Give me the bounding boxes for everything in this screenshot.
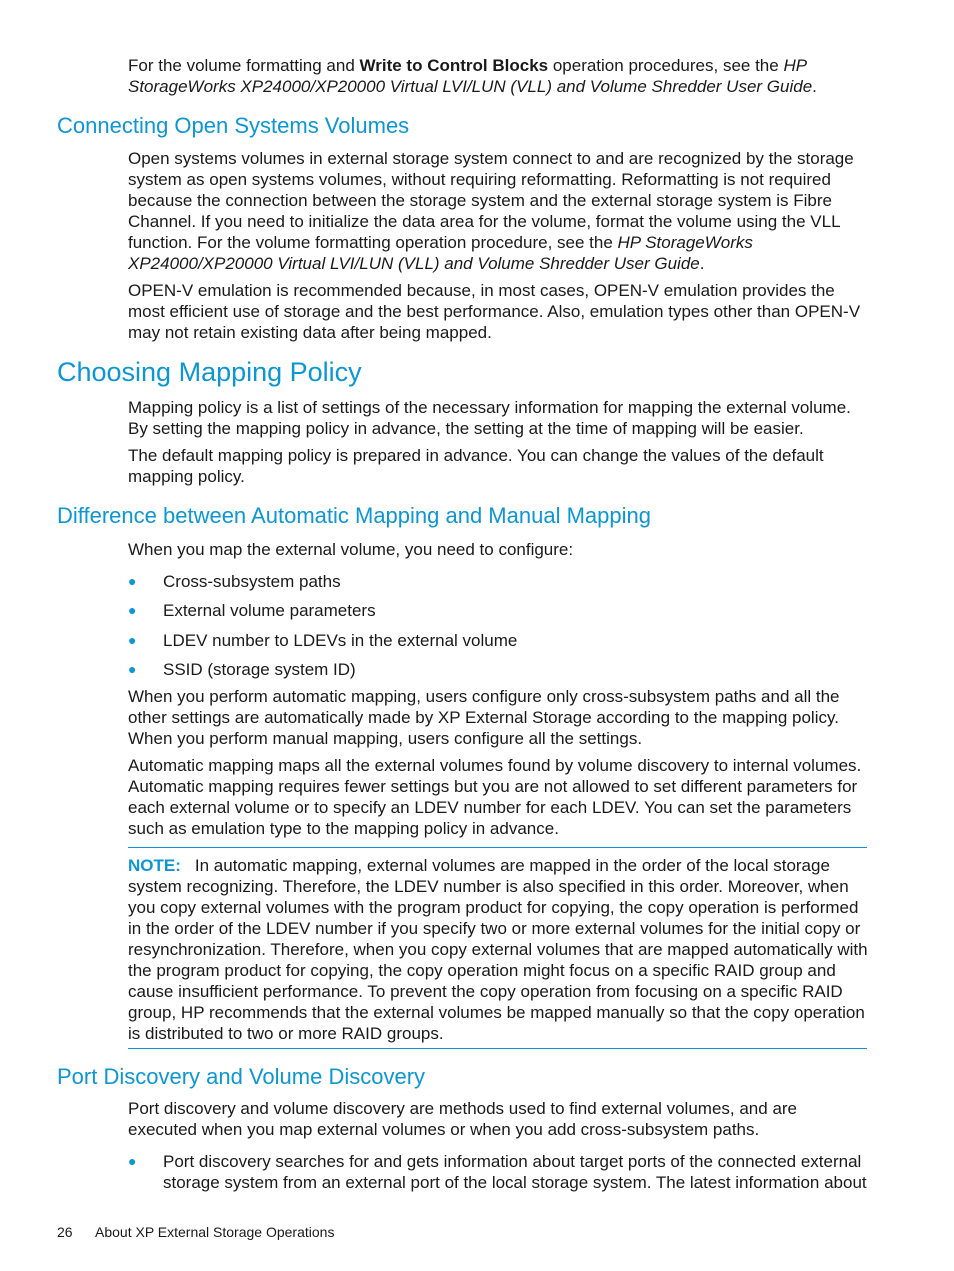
note-text: In automatic mapping, external volumes are mapped in the order of the local storage system recognizing. Therefore, the LDEV number is also specified in this order. Moreover, when you copy external volumes with the program product for copying, the copy operation is performed in the order of the LDEV number if you specify two or more external volumes for the initial copy or resynchronization. Therefore, when you copy external volumes that are mapped automatically with the program product for copying, the copy operation might focus on a specific RAID group and cause insufficient performance. To prevent the copy operation from focusing on a specific RAID group, HP recommends that the external volumes be mapped manually so that the copy operation is distributed to two or more RAID groups. — [128, 856, 868, 1043]
bullet-icon: ● — [128, 661, 137, 677]
list-item-text: Port discovery searches for and gets information about target ports of the connected external storage system from an external port of the local storage system. The latest information about — [163, 1152, 867, 1192]
open-systems-paragraph-1 — [128, 148, 868, 274]
intro-text-before: For the volume formatting and — [128, 56, 360, 75]
open-systems-paragraph-2: OPEN-V emulation is recommended because, in most cases, OPEN-V emulation provides the most efficient use of storage and the best performance. Also, emulation types other than OPEN-V may not retain existing data after being mapped. — [128, 281, 861, 342]
list-item-text: Cross-subsystem paths — [163, 572, 341, 591]
page-number: 26 — [57, 1224, 73, 1240]
intro-text-middle: operation procedures, see the — [548, 56, 784, 75]
list-item — [128, 571, 868, 592]
intro-bold-term: Write to Control Blocks — [359, 56, 549, 75]
list-item — [128, 630, 868, 651]
list-item-text: LDEV number to LDEVs in the external volume — [163, 631, 518, 650]
list-item — [128, 600, 868, 621]
list-item — [128, 659, 868, 680]
bullet-icon: ● — [128, 632, 137, 648]
port-discovery-paragraph: Port discovery and volume discovery are methods used to find external volumes, and are executed when you map external volumes or when you add cross-subsystem paths. — [128, 1099, 798, 1139]
intro-guide-title: HP StorageWorks XP24000/XP20000 Virtual LVI/LUN (VLL) and Volume Shredder User Guide — [128, 56, 813, 96]
policy-paragraph-2: The default mapping policy is prepared in advance. You can change the values of the default mapping policy. — [128, 446, 824, 486]
footer-title: About XP External Storage Operations — [95, 1224, 335, 1240]
list-item-text: SSID (storage system ID) — [163, 660, 356, 679]
page-footer — [57, 1223, 334, 1241]
difference-paragraph-1: When you perform automatic mapping, users configure only cross-subsystem paths and all the other settings are automatically made by XP External Storage according to the mapping policy. When you perform manual mapping, users configure all the settings. — [128, 687, 840, 748]
list-item — [128, 1151, 868, 1193]
difference-paragraph-2: Automatic mapping maps all the external volumes found by volume discovery to internal volumes. Automatic mapping requires fewer settings but you are not allowed to set different parameters for each external volume or to specify an LDEV number for each LDEV. You can set the parameters such as emulation type to the mapping policy in advance. — [128, 756, 862, 838]
heading-port-discovery: Port Discovery and Volume Discovery — [57, 1064, 426, 1089]
bullet-icon: ● — [128, 573, 137, 589]
heading-difference-automatic-manual: Difference between Automatic Mapping and Manual Mapping — [57, 503, 651, 528]
note-box — [128, 855, 868, 1044]
intro-paragraph — [128, 55, 868, 97]
policy-paragraph-1: Mapping policy is a list of settings of the necessary information for mapping the external volume. By setting the mapping policy in advance, the setting at the time of mapping will be easier. — [128, 398, 851, 438]
note-label: NOTE: — [128, 856, 181, 875]
bullet-icon: ● — [128, 1153, 137, 1169]
heading-choosing-mapping-policy: Choosing Mapping Policy — [57, 357, 362, 387]
open-systems-p1-end: . — [699, 254, 705, 273]
list-item-text: External volume parameters — [163, 601, 376, 620]
open-systems-guide-title: HP StorageWorks XP24000/XP20000 Virtual LVI/LUN (VLL) and Volume Shredder User Guide — [128, 233, 753, 273]
intro-text-end: . — [812, 77, 817, 96]
open-systems-p1-text: Open systems volumes in external storage system connect to and are recognized by the storage system as open systems volumes, without requiring reformatting. Reformatting is not required because the connection between the storage system and the external storage system is Fibre Channel. If you need to initialize the data area for the volume, format the volume using the VLL function. For the volume formatting operation procedure, see the — [128, 149, 854, 252]
heading-connecting-open-systems: Connecting Open Systems Volumes — [57, 113, 410, 138]
note-bottom-divider — [128, 1048, 867, 1049]
bullet-icon: ● — [128, 602, 137, 618]
note-top-divider — [128, 847, 867, 848]
difference-intro: When you map the external volume, you need to configure: — [128, 540, 574, 559]
